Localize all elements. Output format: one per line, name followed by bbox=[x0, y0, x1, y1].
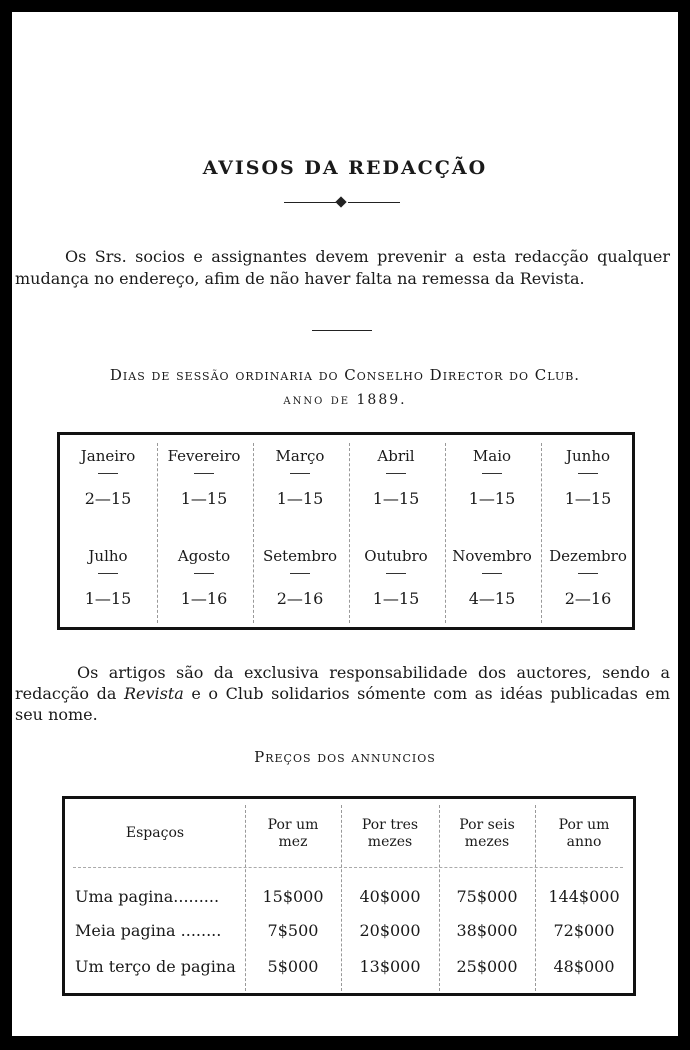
sessions-year: anno de 1889. bbox=[283, 392, 407, 408]
month-days: 1—15 bbox=[372, 589, 420, 608]
month-dash bbox=[386, 573, 406, 574]
month-days: 2—15 bbox=[84, 489, 132, 508]
month-days: 1—15 bbox=[84, 589, 132, 608]
month-dash bbox=[194, 573, 214, 574]
month-name: Outubro bbox=[364, 547, 428, 565]
page bbox=[12, 12, 678, 1036]
month-name: Maio bbox=[472, 447, 512, 465]
price-cell: 5$000 bbox=[267, 957, 319, 976]
month-dash bbox=[482, 473, 502, 474]
month-dash bbox=[98, 473, 118, 474]
price-cell: 75$000 bbox=[456, 887, 518, 906]
month-name: Abril bbox=[377, 447, 415, 465]
notice-paragraph: Os Srs. socios e assignantes devem prevenir a esta redacção qualquer mudança no endereço, afim de não haver falta na remessa da Revista. bbox=[15, 247, 670, 288]
month-dash bbox=[290, 573, 310, 574]
month-dash bbox=[578, 473, 598, 474]
responsibility-text-after: e o Club solidarios sómente com as idéas publicadas em seu nome. bbox=[15, 684, 670, 724]
month-name: Janeiro bbox=[80, 447, 136, 465]
month-name: Agosto bbox=[177, 547, 231, 565]
month-days: 1—15 bbox=[372, 489, 420, 508]
month-name: Julho bbox=[88, 547, 128, 565]
header-por-um-mez: Por um mez bbox=[267, 817, 319, 850]
month-days: 2—16 bbox=[564, 589, 612, 608]
month-days: 1—15 bbox=[276, 489, 324, 508]
price-cell: 38$000 bbox=[456, 921, 518, 940]
month-days: 1—16 bbox=[180, 589, 228, 608]
prices-table bbox=[62, 796, 636, 996]
month-days: 1—15 bbox=[468, 489, 516, 508]
prices-heading: Preços dos annuncios bbox=[254, 748, 436, 766]
responsibility-paragraph bbox=[15, 662, 670, 725]
section-rule bbox=[312, 330, 372, 331]
month-name: Novembro bbox=[452, 547, 532, 565]
month-days: 1—15 bbox=[180, 489, 228, 508]
ornament-right-line bbox=[348, 202, 400, 203]
price-cell: 7$500 bbox=[267, 921, 319, 940]
price-cell: 20$000 bbox=[359, 921, 421, 940]
header-espacos: Espaços bbox=[125, 825, 185, 841]
diamond-icon bbox=[335, 196, 346, 207]
month-dash bbox=[194, 473, 214, 474]
month-name: Março bbox=[275, 447, 325, 465]
month-days: 2—16 bbox=[276, 589, 324, 608]
sessions-table bbox=[57, 432, 635, 630]
month-days: 4—15 bbox=[468, 589, 516, 608]
month-name: Setembro bbox=[262, 547, 338, 565]
responsibility-text-before: Os artigos são da exclusiva responsabilidade dos auctores, sendo a redacção da bbox=[15, 663, 670, 703]
ornament-divider bbox=[284, 202, 400, 204]
page-title: AVISOS DA REDACÇÃO bbox=[202, 157, 488, 179]
revista-italic: Revista bbox=[123, 684, 184, 703]
price-cell: 25$000 bbox=[456, 957, 518, 976]
sessions-heading: Dias de sessão ordinaria do Conselho Director do Club. bbox=[109, 366, 581, 384]
price-cell: 48$000 bbox=[553, 957, 615, 976]
header-por-tres-mezes: Por tres mezes bbox=[361, 817, 419, 850]
month-dash bbox=[482, 573, 502, 574]
price-cell: 72$000 bbox=[553, 921, 615, 940]
month-dash bbox=[290, 473, 310, 474]
month-days: 1—15 bbox=[564, 489, 612, 508]
month-name: Junho bbox=[565, 447, 611, 465]
month-dash bbox=[578, 573, 598, 574]
price-cell: 40$000 bbox=[359, 887, 421, 906]
row-label: Uma pagina......... bbox=[75, 887, 220, 906]
row-label: Um terço de pagina bbox=[75, 957, 236, 976]
price-cell: 15$000 bbox=[262, 887, 324, 906]
header-por-um-anno: Por um anno bbox=[558, 817, 610, 850]
month-dash bbox=[386, 473, 406, 474]
header-por-seis-mezes: Por seis mezes bbox=[459, 817, 515, 850]
price-cell: 144$000 bbox=[548, 887, 620, 906]
header-separator bbox=[73, 867, 623, 868]
price-cell: 13$000 bbox=[359, 957, 421, 976]
row-label: Meia pagina ........ bbox=[75, 921, 222, 940]
month-name: Dezembro bbox=[549, 547, 627, 565]
month-name: Fevereiro bbox=[167, 447, 241, 465]
ornament-left-line bbox=[284, 202, 336, 203]
month-dash bbox=[98, 573, 118, 574]
